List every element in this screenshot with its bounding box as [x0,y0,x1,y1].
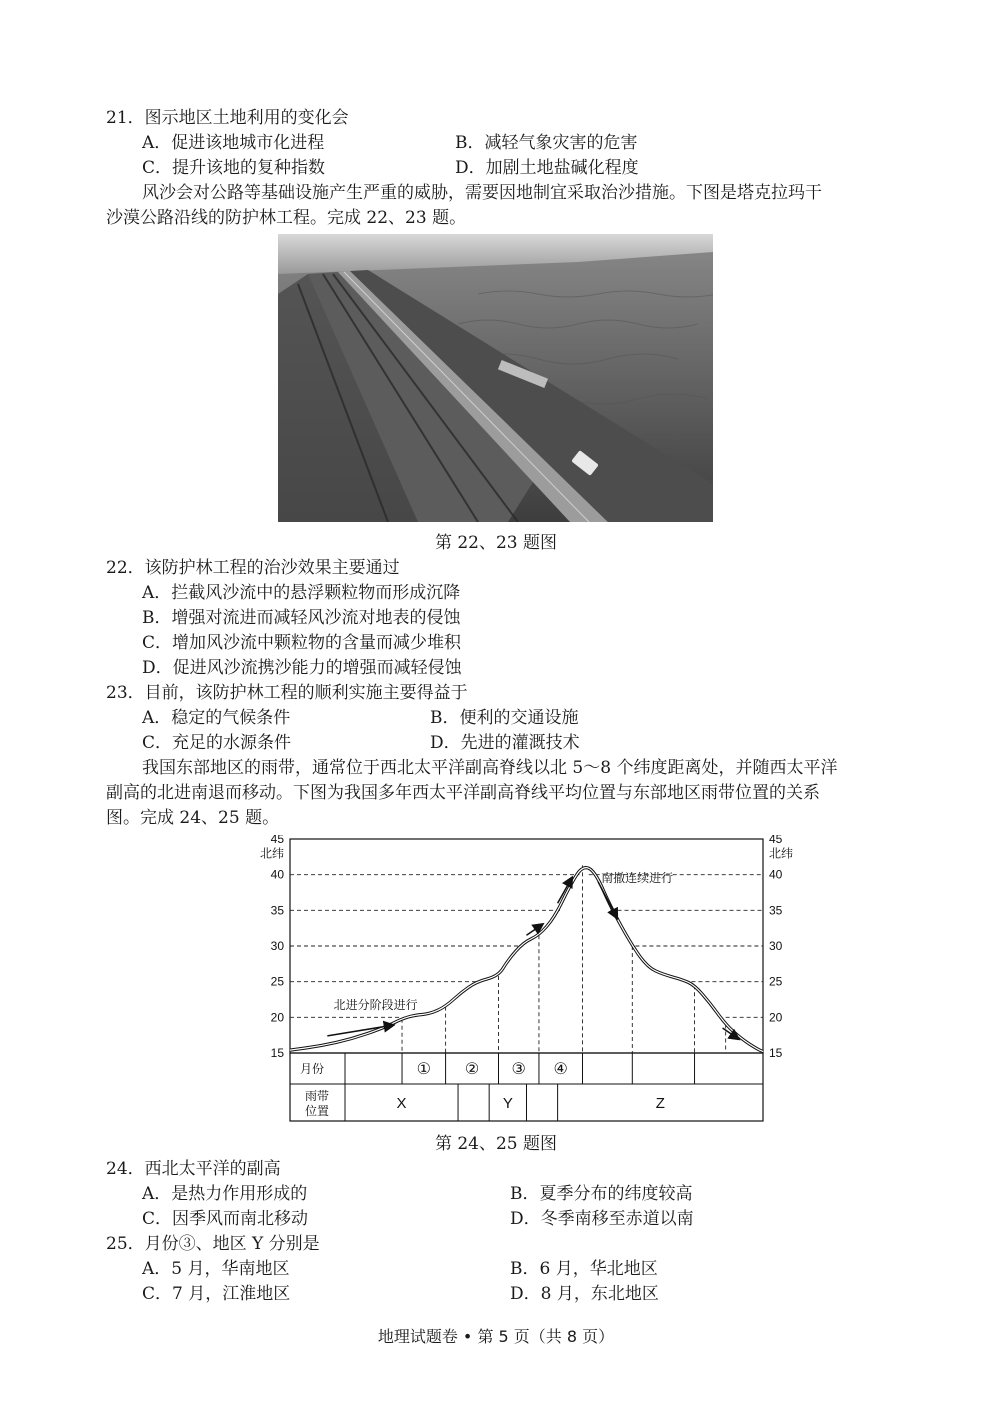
q23-option-c: C．充足的水源条件 [142,733,292,753]
belt-cell-Y: Y [502,1095,513,1112]
y-tick-right-40: 40 [769,867,783,882]
month-cell-5: ④ [553,1061,568,1078]
y-tick-right-15: 15 [769,1046,783,1060]
q23-stem: 23．目前，该防护林工程的顺利实施主要得益于 [106,683,468,703]
south-retreat-label: 南撤连续进行 [601,870,674,885]
q25-option-d: D．8 月，东北地区 [510,1284,659,1304]
belt-cell-Z: Z [655,1095,665,1112]
y-tick-left-30: 30 [270,939,284,953]
y-tick-right-20: 20 [769,1010,783,1025]
q24-option-d: D．冬季南移至赤道以南 [510,1209,694,1229]
q21-option-d: D．加剧土地盐碱化程度 [455,158,639,178]
month-cell-4: ③ [511,1061,526,1078]
fig2-caption: 第 24、25 题图 [434,1134,558,1154]
north-advance-label: 北进分阶段进行 [333,997,418,1012]
q25-option-a: A．5 月，华南地区 [142,1259,290,1279]
q24-option-b: B．夏季分布的纬度较高 [510,1184,693,1204]
page-footer: 地理试题卷 • 第 5 页（共 8 页） [377,1327,615,1346]
q22-option-d: D．促进风沙流携沙能力的增强而减轻侵蚀 [142,658,462,678]
intro2-line1: 我国东部地区的雨带，通常位于西北太平洋副高脊线以北 5～8 个纬度距离处，并随西太平洋 [142,758,838,778]
y-tick-left-20: 20 [270,1010,284,1025]
q21-option-c: C．提升该地的复种指数 [142,158,326,178]
q24-option-a: A．是热力作用形成的 [142,1184,308,1204]
intro1-line2: 沙漠公路沿线的防护林工程。完成 22、23 题。 [106,208,467,228]
q21-stem: 21．图示地区土地利用的变化会 [106,108,349,128]
q24-option-c: C．因季风而南北移动 [142,1209,309,1229]
y-tick-left-15: 15 [270,1046,284,1060]
y-axis-label-right: 北纬 [769,846,794,861]
q22-option-a: A．拦截风沙流中的悬浮颗粒物而形成沉降 [142,583,461,603]
month-cell-3: ② [464,1061,480,1078]
intro2-line2: 副高的北进南退而移动。下图为我国多年西太平洋副高脊线平均位置与东部地区雨带位置的关系 [106,783,820,803]
desert-highway-photo [278,234,713,522]
q23-option-a: A．稳定的气候条件 [142,708,291,728]
belt-row-header-line1: 雨带 [304,1089,330,1103]
y-tick-right-45: 45 [769,835,783,846]
ridge-line-outer [290,868,763,1052]
q25-stem: 25．月份③、地区 Y 分别是 [106,1234,320,1254]
q24-stem: 24．西北太平洋的副高 [106,1159,281,1179]
y-tick-left-45: 45 [270,835,284,846]
q21-option-b: B．减轻气象灾害的危害 [455,133,638,153]
y-tick-right-30: 30 [769,939,783,953]
q23-option-b: B．便利的交通设施 [430,708,579,728]
y-tick-left-35: 35 [270,903,284,918]
y-tick-right-35: 35 [769,903,783,918]
q22-option-b: B．增强对流进而减轻风沙流对地表的侵蚀 [142,608,461,628]
q23-option-d: D．先进的灌溉技术 [430,733,580,753]
belt-row-header-line2: 位置 [304,1104,330,1118]
subtropical-high-chart [255,835,800,1133]
month-cell-2: ① [416,1061,431,1078]
fig1-caption: 第 22、23 题图 [434,533,558,553]
y-tick-right-25: 25 [769,974,783,989]
q21-option-a: A．促进该地城市化进程 [142,133,325,153]
q22-stem: 22．该防护林工程的治沙效果主要通过 [106,558,400,578]
y-tick-left-40: 40 [270,867,284,882]
month-row-header: 月份 [300,1062,325,1076]
intro2-line3: 图。完成 24、25 题。 [106,808,280,828]
south-arrow-1 [598,882,617,918]
y-tick-left-25: 25 [270,974,284,989]
q22-option-c: C．增加风沙流中颗粒物的含量而减少堆积 [142,633,462,653]
intro1-line1: 风沙会对公路等基础设施产生严重的威胁，需要因地制宜采取治沙措施。下图是塔克拉玛干 [142,183,822,203]
ridge-line-inner [290,868,763,1052]
belt-cell-X: X [396,1095,407,1112]
y-axis-label-left: 北纬 [259,846,284,861]
q25-option-c: C．7 月，江淮地区 [142,1284,291,1304]
q25-option-b: B．6 月，华北地区 [510,1259,658,1279]
